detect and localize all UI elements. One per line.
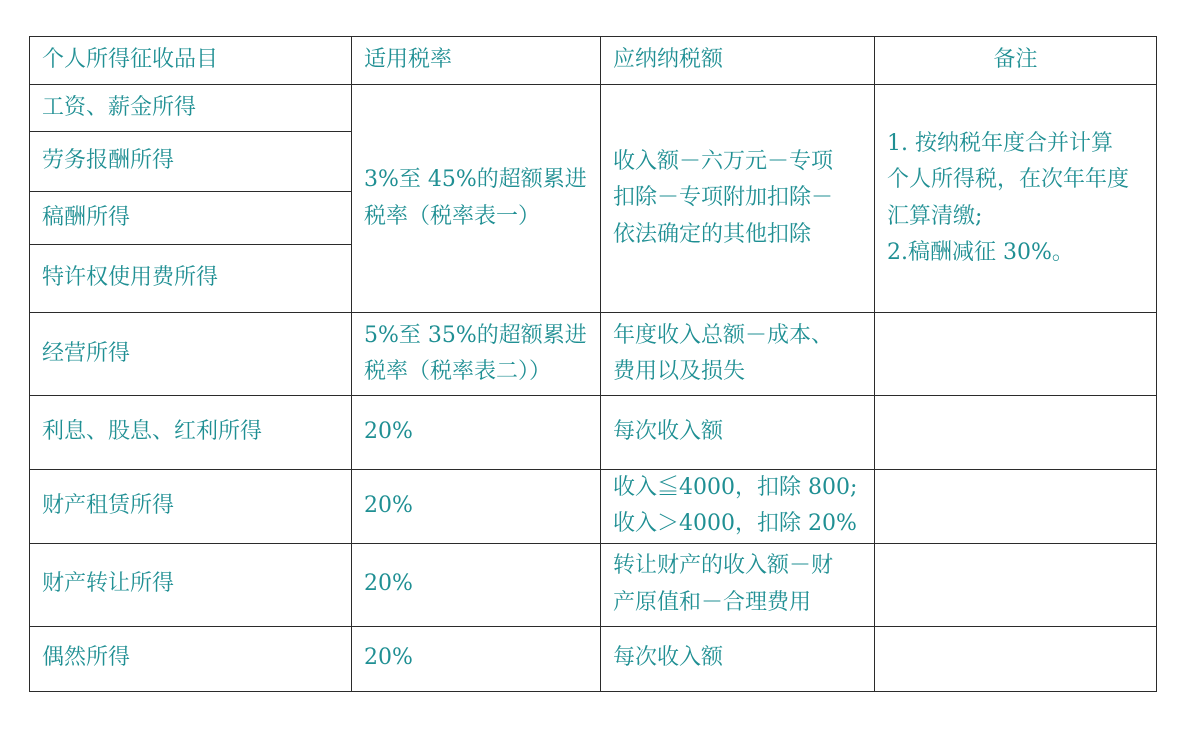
amount-line: 收入≦4000，扣除 800;	[613, 475, 858, 500]
tax-amount-cell	[601, 626, 875, 691]
notes-cell	[875, 313, 1157, 396]
category-cell: 财产租赁所得	[30, 470, 352, 544]
category-cell: 利息、股息、红利所得	[30, 396, 352, 470]
amount-line: 每次收入额	[613, 645, 724, 671]
category-cell: 劳务报酬所得	[30, 132, 352, 192]
amount-line: 收入＞4000，扣除 20%	[613, 511, 857, 537]
tax-table	[29, 36, 1157, 692]
rate-cell: 20%	[352, 470, 601, 544]
rate-cell: 20%	[352, 543, 601, 626]
table-row	[30, 470, 1157, 544]
table-row	[30, 543, 1157, 626]
tax-amount-cell	[601, 470, 875, 544]
notes-cell	[875, 85, 1157, 313]
category-cell: 工资、薪金所得	[30, 85, 352, 132]
rate-line: 5%至 35%的超额累进	[364, 322, 587, 348]
rate-cell	[352, 313, 601, 396]
header-category: 个人所得征收品目	[30, 37, 352, 85]
tax-amount-cell	[601, 543, 875, 626]
amount-line: 扣除－专项附加扣除－	[613, 185, 834, 211]
note-line: 汇算清缴;	[887, 203, 983, 229]
amount-line: 收入额－六万元－专项	[613, 149, 834, 175]
header-row	[30, 37, 1157, 85]
amount-line: 产原值和－合理费用	[613, 589, 812, 615]
rate-cell	[352, 85, 601, 313]
table-row	[30, 85, 1157, 132]
rate-line: 3%至 45%的超额累进	[364, 167, 587, 193]
amount-line: 年度收入总额－成本、	[613, 322, 834, 348]
table-row	[30, 396, 1157, 470]
notes-cell	[875, 470, 1157, 544]
amount-line: 每次收入额	[613, 419, 724, 445]
header-notes: 备注	[875, 37, 1157, 85]
notes-cell	[875, 626, 1157, 691]
amount-line: 转让财产的收入额－财	[613, 553, 834, 579]
table-row	[30, 626, 1157, 691]
header-rate: 适用税率	[352, 37, 601, 85]
note-line: 个人所得税，在次年年度	[887, 167, 1130, 193]
category-cell: 偶然所得	[30, 626, 352, 691]
tax-amount-cell	[601, 313, 875, 396]
rate-cell: 20%	[352, 396, 601, 470]
category-cell: 财产转让所得	[30, 543, 352, 626]
header-tax-amount: 应纳纳税额	[601, 37, 875, 85]
table-row	[30, 313, 1157, 396]
amount-line: 费用以及损失	[613, 359, 746, 384]
tax-amount-cell	[601, 85, 875, 313]
notes-cell	[875, 543, 1157, 626]
note-line: 2.稿酬减征 30%。	[887, 239, 1074, 265]
category-cell: 特许权使用费所得	[30, 245, 352, 313]
amount-line: 依法确定的其他扣除	[613, 221, 812, 247]
category-cell: 稿酬所得	[30, 192, 352, 245]
tax-amount-cell	[601, 396, 875, 470]
category-cell: 经营所得	[30, 313, 352, 396]
rate-line: 税率（税率表一）	[364, 203, 541, 229]
rate-cell: 20%	[352, 626, 601, 691]
rate-line: 税率（税率表二））	[364, 359, 552, 384]
notes-cell	[875, 396, 1157, 470]
note-line: 1. 按纳税年度合并计算	[887, 130, 1113, 156]
